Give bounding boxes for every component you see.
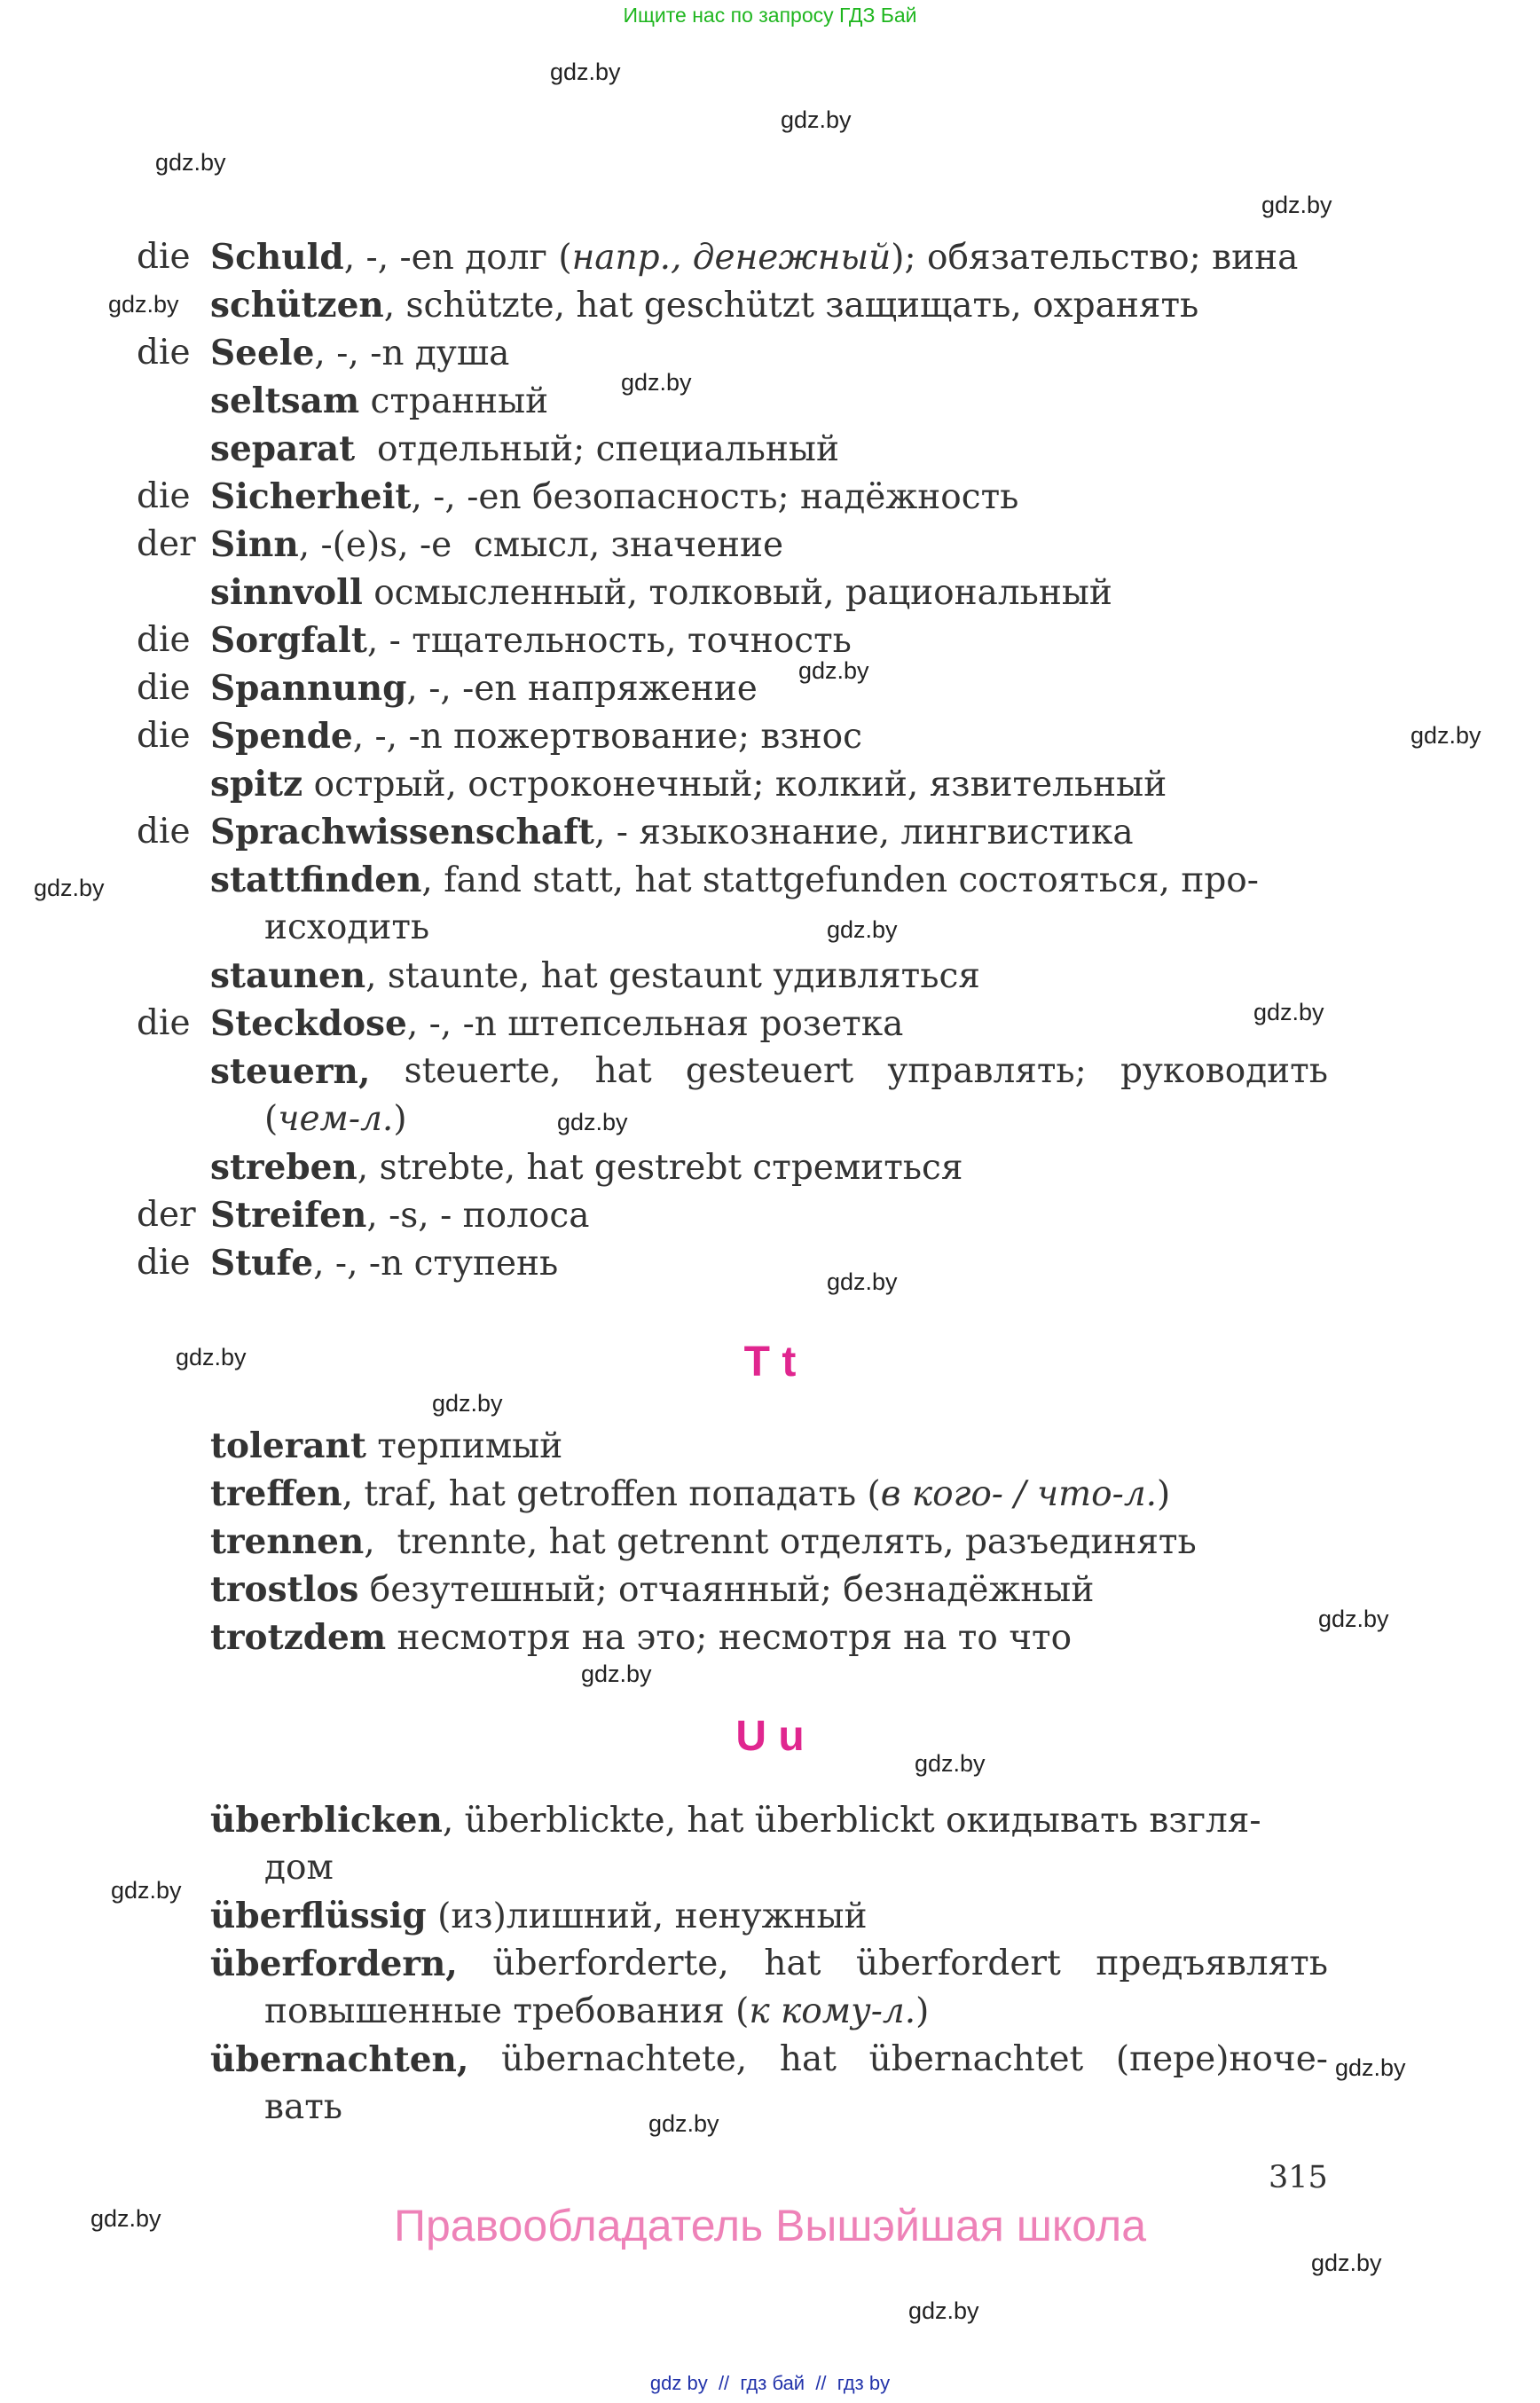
headword: stattfinden	[210, 860, 422, 900]
entry-ueberblicken	[0, 1796, 1540, 1844]
entry-trostlos	[0, 1566, 1540, 1614]
word: übernachtet	[868, 2039, 1084, 2079]
entry-schuetzen	[0, 281, 1540, 329]
watermark: gdz.by	[908, 2297, 979, 2324]
entry-sinn	[0, 521, 1540, 569]
watermark: gdz.by	[90, 2205, 161, 2232]
usage-note: в кого- / что-л.	[880, 1474, 1158, 1514]
entry-seele	[0, 329, 1540, 377]
entry-sprachwissenschaft	[0, 808, 1540, 856]
word: hat	[764, 1944, 821, 1983]
article: die	[137, 1243, 191, 1283]
headword: staunen	[210, 955, 366, 996]
word: steuerte,	[404, 1051, 562, 1091]
headword: Spannung	[210, 668, 407, 709]
article: der	[137, 524, 196, 564]
definition: , -, -n душа	[314, 334, 510, 373]
word: hat	[594, 1051, 652, 1091]
definition: отдельный; специальный	[355, 429, 839, 469]
watermark: gdz.by	[581, 1661, 652, 1687]
entry-staunen	[0, 952, 1540, 1000]
watermark: gdz.by	[1318, 1606, 1389, 1632]
definition: осмысленный, толковый, рациональный	[362, 573, 1112, 613]
word: (пере)ноче-	[1115, 2039, 1328, 2079]
entry-uebernachten	[0, 2036, 1540, 2084]
watermark: gdz.by	[1410, 722, 1481, 749]
watermark: gdz.by	[111, 1877, 182, 1904]
entry-streben	[0, 1143, 1540, 1191]
headword: trostlos	[210, 1569, 359, 1610]
definition: , strebte, hat gestrebt стремиться	[357, 1148, 963, 1188]
entry-sicherheit	[0, 473, 1540, 521]
page-number: 315	[1269, 2160, 1328, 2195]
definition: несмотря на это; несмотря на то что	[386, 1618, 1072, 1658]
entry-schuld	[0, 233, 1540, 281]
entry-ueberfordern	[0, 1940, 1540, 1988]
headword: trotzdem	[210, 1617, 387, 1658]
headword: Sicherheit	[210, 476, 412, 517]
entry-ueberblicken-continuation	[0, 1844, 1540, 1892]
headword: schützen	[210, 285, 384, 326]
headword: überblicken	[210, 1800, 443, 1841]
entry-ueberfluessig	[0, 1892, 1540, 1940]
word: hat	[779, 2039, 837, 2079]
definition: , überblickte, hat überblickt окидывать взгля-	[442, 1801, 1261, 1841]
headword: seltsam	[210, 381, 360, 421]
entry-uebernachten-continuation	[0, 2084, 1540, 2132]
watermark: gdz.by	[155, 149, 226, 176]
entry-seltsam	[0, 377, 1540, 425]
headword: Sinn	[210, 524, 299, 565]
watermark: gdz.by	[557, 1109, 628, 1135]
definition: , -s, - полоса	[366, 1196, 590, 1236]
definition: , -(e)s, -e смысл, значение	[298, 525, 784, 565]
watermark: gdz.by	[550, 59, 621, 85]
watermark: gdz.by	[827, 1268, 898, 1295]
watermark: gdz.by	[1261, 192, 1332, 218]
definition: , -, -n штепсельная розетка	[406, 1004, 904, 1044]
headword: separat	[210, 428, 356, 469]
headword: sinnvoll	[210, 572, 363, 613]
article: die	[137, 237, 191, 277]
headword: treffen	[210, 1473, 342, 1514]
entry-stattfinden	[0, 856, 1540, 904]
definition-continuation: повышенные требования (	[264, 1991, 750, 2031]
headword: Steckdose	[210, 1003, 407, 1044]
usage-note: чем-л.	[278, 1099, 394, 1139]
headword: überflüssig	[210, 1896, 427, 1936]
entry-steckdose	[0, 1000, 1540, 1048]
definition: (из)лишний, ненужный	[426, 1896, 868, 1936]
headword: tolerant	[210, 1425, 366, 1466]
watermark: gdz.by	[1335, 2054, 1406, 2081]
paren-close: )	[915, 1991, 930, 2031]
definition: , -, -en долг (	[343, 238, 572, 278]
watermark: gdz.by	[621, 369, 692, 396]
article: die	[137, 716, 191, 756]
entry-treffen	[0, 1470, 1540, 1518]
watermark: gdz.by	[176, 1344, 247, 1370]
definition: острый, остроконечный; колкий, язвительный	[302, 765, 1167, 805]
section-heading-u: U u	[735, 1713, 805, 1760]
paren-open: (	[264, 1099, 279, 1139]
word: руководить	[1120, 1051, 1328, 1091]
entry-stattfinden-continuation	[0, 904, 1540, 952]
headword: Sorgfalt	[210, 620, 367, 661]
copyright-holder: Правообладатель Вышэйшая школа	[394, 2201, 1146, 2250]
headword: Schuld	[210, 237, 344, 278]
entry-stufe	[0, 1239, 1540, 1287]
entry-sinnvoll	[0, 569, 1540, 616]
article: die	[137, 1003, 191, 1043]
article: die	[137, 620, 191, 660]
definition: , trennte, hat getrennt отделять, разъединять	[364, 1522, 1197, 1562]
definition-continuation: вать	[264, 2087, 343, 2127]
entry-separat	[0, 425, 1540, 473]
entry-trennen	[0, 1518, 1540, 1566]
definition: , -, -en напряжение	[406, 669, 758, 709]
watermark: gdz.by	[781, 106, 852, 133]
word: управлять;	[887, 1051, 1087, 1091]
watermark: gdz.by	[798, 657, 869, 684]
definition: терпимый	[365, 1426, 563, 1466]
footer-links[interactable]: gdz by // гдз бай // гдз by	[649, 2372, 891, 2394]
definition: странный	[359, 381, 549, 421]
watermark: gdz.by	[108, 291, 179, 318]
entry-streifen	[0, 1191, 1540, 1239]
definition-continuation: исходить	[264, 907, 430, 947]
definition: , fand statt, hat stattgefunden состояться, про-	[421, 860, 1259, 900]
definition: , -, -n пожертвование; взнос	[352, 717, 862, 757]
headword: überfordern,	[210, 1944, 458, 1984]
headword: Spende	[210, 716, 353, 757]
word: überforderte,	[492, 1944, 729, 1983]
definition: , staunte, hat gestaunt удивляться	[365, 956, 980, 996]
headword: Seele	[210, 333, 315, 373]
article: die	[137, 812, 191, 852]
entry-ueberfordern-continuation	[0, 1988, 1540, 2036]
definition: , traf, hat getroffen попадать (	[342, 1474, 881, 1514]
watermark: gdz.by	[432, 1390, 503, 1417]
definition: , - тщательность, точность	[366, 621, 852, 661]
watermark: gdz.by	[1253, 999, 1324, 1025]
article: die	[137, 476, 191, 516]
headword: Sprachwissenschaft	[210, 812, 594, 852]
entry-spende	[0, 712, 1540, 760]
word: überfordert	[856, 1944, 1061, 1983]
watermark: gdz.by	[34, 875, 105, 901]
headword: trennen	[210, 1521, 365, 1562]
headword: spitz	[210, 764, 303, 805]
headword: Streifen	[210, 1195, 367, 1236]
article: der	[137, 1195, 196, 1235]
definition-continuation: дом	[264, 1848, 334, 1888]
entry-tolerant	[0, 1422, 1540, 1470]
headword: streben	[210, 1147, 358, 1188]
definition-tail: ); обязательство; вина	[891, 238, 1299, 278]
usage-note: к кому-л.	[749, 1991, 916, 2031]
headword: steuern,	[210, 1051, 371, 1092]
watermark: gdz.by	[648, 2110, 719, 2137]
word: übernachtete,	[501, 2039, 748, 2079]
entry-steuern	[0, 1048, 1540, 1095]
watermark: gdz.by	[1311, 2250, 1382, 2276]
definition: , - языкознание, лингвистика	[593, 813, 1134, 852]
entry-trotzdem	[0, 1614, 1540, 1661]
entry-steuern-continuation	[0, 1095, 1540, 1143]
paren-close: )	[393, 1099, 407, 1139]
headword: übernachten,	[210, 2039, 469, 2080]
definition: , -, -en безопасность; надёжность	[411, 477, 1019, 517]
headword: Stufe	[210, 1243, 314, 1284]
search-hint: Ищите нас по запросу ГДЗ Бай	[623, 4, 917, 27]
definition: , -, -n ступень	[313, 1244, 559, 1284]
word: gesteuert	[685, 1051, 854, 1091]
watermark: gdz.by	[915, 1750, 986, 1777]
entry-sorgfalt	[0, 616, 1540, 664]
definition-tail: )	[1157, 1474, 1171, 1514]
entry-spitz	[0, 760, 1540, 808]
word: предъявлять	[1096, 1944, 1328, 1983]
article: die	[137, 333, 191, 373]
section-heading-t: T t	[743, 1339, 797, 1386]
usage-note: напр., денежный	[571, 238, 892, 278]
article: die	[137, 668, 191, 708]
definition: , schützte, hat geschützt защищать, охранять	[383, 286, 1199, 326]
definition: безутешный; отчаянный; безнадёжный	[358, 1570, 1095, 1610]
watermark: gdz.by	[827, 916, 898, 943]
entry-spannung	[0, 664, 1540, 712]
